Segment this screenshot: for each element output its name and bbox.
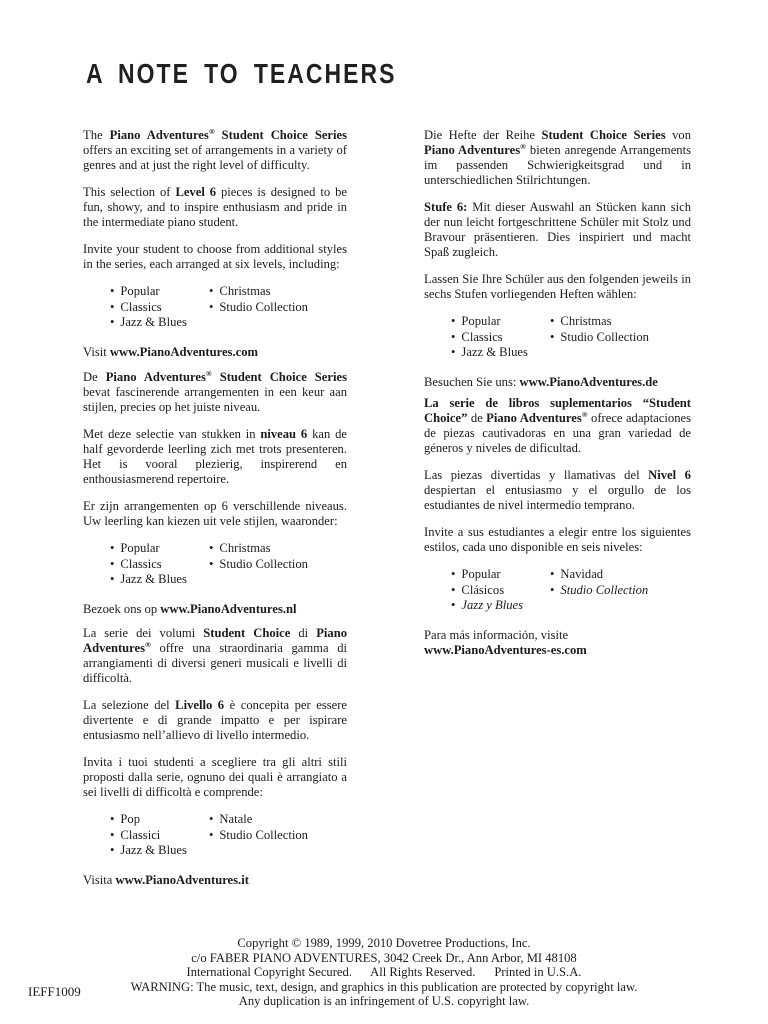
bullet-label: Popular	[120, 284, 160, 298]
bullet-column	[209, 812, 347, 859]
bullet-icon: •	[550, 329, 555, 344]
text-run: Student Choice	[203, 626, 291, 640]
bullet-label: Classics	[120, 299, 162, 314]
bullet-item	[451, 345, 550, 361]
bullet-icon: •	[550, 582, 555, 597]
bullet-icon: •	[110, 556, 115, 571]
bullet-item	[550, 330, 691, 346]
bullet-list	[110, 812, 347, 859]
bullet-item	[110, 541, 209, 557]
text-run: Visita	[83, 872, 116, 887]
text-run: von	[665, 128, 691, 142]
bullet-item	[110, 572, 209, 588]
text-run: Invite your student to choose from additional styles in the series, each arranged at six levels, including:	[83, 242, 347, 271]
paragraph	[83, 499, 347, 529]
bullet-label: Jazz & Blues	[120, 843, 187, 858]
text-run: offers an exciting set of arrangements in a variety of genres and at just the right level of difficulty.	[83, 143, 347, 172]
paragraph	[83, 626, 347, 686]
bullet-item	[110, 284, 209, 300]
text-run: Stufe 6:	[424, 200, 468, 214]
paragraph	[83, 427, 347, 487]
text-run: Piano Adventures	[109, 128, 209, 142]
text-run: www.PianoAdventures.com	[109, 344, 258, 359]
text-run: Para más información, visite	[424, 627, 569, 642]
text-run: ofrece adaptaciones de piezas cautivadoras en una gran variedad de géneros y niveles de dificultad.	[424, 411, 691, 455]
footer-line: c/o FABER PIANO ADVENTURES, 3042 Creek Dr., Ann Arbor, MI 48108	[191, 950, 577, 965]
text-run: www.PianoAdventures-es.com	[424, 642, 587, 657]
bullet-list	[110, 284, 347, 331]
bullet-label: Classici	[120, 827, 161, 842]
text-run: Level 6	[175, 185, 217, 199]
paragraph	[424, 272, 691, 302]
bullet-icon: •	[110, 541, 115, 555]
bullet-column	[550, 314, 691, 361]
bullet-icon: •	[110, 284, 115, 298]
bullet-label: Navidad	[560, 567, 604, 581]
bullet-label: Classics	[120, 556, 162, 571]
section-english	[83, 128, 347, 360]
text-run: Er zijn arrangementen op 6 verschillende niveaus. Uw leerling kan kiezen uit vele stijlen, waaronder:	[83, 499, 347, 528]
bullet-label: Studio Collection	[560, 582, 649, 597]
text-run: De	[83, 370, 106, 384]
text-run: kan de half gevorderde leerling zich met trots presenteren. Het is vooral plezierig, inspirerend en enthousiasmerend repertoire.	[83, 427, 347, 486]
paragraph	[83, 755, 347, 800]
bullet-label: Classics	[461, 329, 503, 344]
paragraph	[424, 128, 691, 188]
bullet-item	[110, 557, 209, 573]
text-run: Visit	[83, 344, 110, 359]
text-run: ®	[145, 639, 151, 649]
bullet-icon: •	[209, 812, 214, 826]
bullet-column	[451, 314, 550, 361]
text-run: Piano Adventures	[83, 626, 348, 655]
bullet-list	[110, 541, 347, 588]
text-run: Piano Adventures	[424, 143, 521, 157]
bullet-icon: •	[209, 299, 214, 314]
text-run: di	[290, 626, 317, 640]
text-run: ®	[581, 409, 588, 419]
text-run: Lassen Sie Ihre Schüler aus den folgenden jeweils in sechs Stufen vorliegenden Heften wählen:	[424, 272, 691, 301]
text-run: bevat fascinerende arrangementen in een keur aan stijlen, precies op het juiste niveau.	[83, 385, 347, 414]
text-run: despiertan el entusiasmo y el orgullo de los estudiantes de nivel intermedio temprano.	[424, 483, 691, 512]
text-run: Invite a sus estudiantes a elegir entre los siguientes estilos, cada uno disponible en seis niveles:	[424, 525, 691, 554]
section-italian	[83, 626, 347, 888]
text-run: niveau 6	[260, 427, 308, 441]
bullet-label: Jazz & Blues	[461, 345, 528, 360]
bullet-item	[550, 567, 691, 583]
section-spanish	[424, 396, 691, 658]
bullet-column	[209, 284, 347, 331]
website-line	[424, 628, 691, 658]
bullet-icon: •	[451, 598, 456, 613]
text-run: de	[467, 411, 487, 425]
paragraph	[83, 128, 347, 173]
bullet-icon: •	[451, 345, 456, 360]
bullet-label: Pop	[120, 812, 141, 826]
bullet-item	[110, 300, 209, 316]
bullet-icon: •	[110, 299, 115, 314]
text-run: Nivel 6	[648, 468, 691, 482]
text-run: The	[83, 128, 110, 142]
bullet-column	[550, 567, 691, 614]
paragraph	[424, 468, 691, 513]
text-run: bieten anregende Arrangements im passenden Schwierigkeitsgrad und in unterschiedlichen Stilrichtungen.	[424, 143, 691, 187]
bullet-column	[451, 567, 550, 614]
text-run: La serie de libros suplementarios “Student Choice”	[424, 396, 691, 425]
bullet-list	[451, 567, 691, 614]
bullet-item	[209, 541, 347, 557]
text-run: Student Choice Series	[214, 128, 347, 142]
bullet-label: Jazz & Blues	[120, 315, 187, 330]
bullet-icon: •	[451, 582, 456, 597]
bullet-icon: •	[209, 827, 214, 842]
bullet-icon: •	[550, 567, 555, 581]
section-dutch	[83, 370, 347, 617]
bullet-item	[451, 567, 550, 583]
section-german	[424, 128, 691, 390]
bullet-column	[110, 541, 209, 588]
website-line	[83, 345, 347, 360]
bullet-icon: •	[110, 827, 115, 842]
bullet-label: Jazz y Blues	[461, 598, 523, 613]
text-run: pieces is designed to be fun, showy, and to inspire enthusiasm and pride in the intermediate piano student.	[83, 185, 348, 229]
page-title: A NOTE TO TEACHERS	[86, 58, 397, 89]
footer-block	[0, 936, 768, 1009]
bullet-item	[209, 284, 347, 300]
footer-line: Any duplication is an infringement of U.S. copyright law.	[238, 994, 530, 1009]
paragraph	[83, 242, 347, 272]
bullet-icon: •	[209, 541, 214, 555]
paragraph	[424, 525, 691, 555]
bullet-item	[110, 812, 209, 828]
bullet-item	[550, 314, 691, 330]
website-line	[424, 375, 691, 390]
text-run: Las piezas divertidas y llamativas del	[424, 468, 649, 482]
bullet-icon: •	[110, 812, 115, 826]
text-run: Piano Adventures	[486, 411, 582, 425]
text-run: www.PianoAdventures.it	[115, 872, 249, 887]
bullet-label: Christmas	[219, 284, 271, 298]
paragraph	[83, 185, 347, 230]
footer-line: WARNING: The music, text, design, and graphics in this publication are protected by copyright law.	[130, 979, 638, 994]
text-run: offre una straordinaria gamma di arrangiamenti di diversi generi musicali e livelli di difficoltà.	[83, 641, 347, 685]
text-run: Invita i tuoi studenti a scegliere tra gli altri stili proposti dalla serie, ognuno dei quali è arrangiato a sei livelli di difficoltà e comprende:	[83, 755, 347, 799]
bullet-icon: •	[110, 843, 115, 858]
bullet-item	[451, 314, 550, 330]
bullet-label: Popular	[461, 314, 501, 328]
bullet-item	[451, 598, 550, 614]
bullet-column	[110, 812, 209, 859]
bullet-item	[209, 557, 347, 573]
catalog-number: IEFF1009	[28, 984, 81, 999]
text-run: www.PianoAdventures.nl	[160, 601, 297, 616]
footer-line: Copyright © 1989, 1999, 2010 Dovetree Productions, Inc.	[237, 936, 531, 950]
bullet-column	[110, 284, 209, 331]
bullet-column	[209, 541, 347, 588]
text-run: La serie dei volumi	[83, 626, 204, 640]
bullet-item	[110, 828, 209, 844]
website-line	[83, 602, 347, 617]
footer-line: International Copyright Secured. All Rights Reserved. Printed in U.S.A.	[186, 965, 582, 980]
bullet-label: Studio Collection	[560, 329, 649, 344]
text-run: Besuchen Sie uns:	[424, 374, 520, 389]
bullet-icon: •	[209, 284, 214, 298]
bullet-label: Clásicos	[461, 582, 505, 597]
bullet-label: Studio Collection	[219, 556, 308, 571]
paragraph	[424, 396, 691, 456]
bullet-label: Christmas	[219, 541, 271, 555]
text-run: www.PianoAdventures.de	[519, 374, 658, 389]
bullet-item	[550, 583, 691, 599]
paragraph	[424, 200, 691, 260]
bullet-item	[451, 583, 550, 599]
bullet-item	[209, 828, 347, 844]
text-run: Livello 6	[175, 698, 225, 712]
bullet-label: Christmas	[560, 314, 612, 328]
paragraph	[83, 370, 347, 415]
text-run: Student Choice Series	[211, 370, 347, 384]
text-run: è concepita per essere divertente e di grande impatto e per ispirare entusiasmo nell’allievo di livello intermedio.	[83, 698, 347, 742]
text-run: ®	[520, 141, 526, 151]
text-run: Student Choice Series	[541, 128, 666, 142]
text-run: ®	[205, 368, 212, 378]
text-run: ®	[208, 126, 215, 136]
bullet-icon: •	[451, 329, 456, 344]
text-run: This selection of	[83, 185, 176, 199]
bullet-item	[209, 812, 347, 828]
bullet-list	[451, 314, 691, 361]
bullet-item	[209, 300, 347, 316]
bullet-item	[110, 315, 209, 331]
bullet-icon: •	[451, 567, 456, 581]
bullet-icon: •	[451, 314, 456, 328]
bullet-label: Studio Collection	[219, 827, 308, 842]
bullet-item	[451, 330, 550, 346]
text-run: La selezione del	[83, 698, 176, 712]
text-run: Mit dieser Auswahl an Stücken kann sich der nun leicht fortgeschrittene Schüler mit Stolz und Bravour präsentieren. Dies inspiriert und macht Spaß zugleich.	[424, 200, 692, 259]
bullet-label: Popular	[120, 541, 160, 555]
text-run: Die Hefte der Reihe	[424, 128, 542, 142]
bullet-icon: •	[209, 556, 214, 571]
bullet-label: Jazz & Blues	[120, 572, 187, 587]
bullet-label: Natale	[219, 812, 253, 826]
bullet-icon: •	[550, 314, 555, 328]
bullet-icon: •	[110, 315, 115, 330]
text-run: Piano Adventures	[105, 370, 206, 384]
bullet-label: Popular	[461, 567, 501, 581]
bullet-label: Studio Collection	[219, 299, 308, 314]
paragraph	[83, 698, 347, 743]
website-line	[83, 873, 347, 888]
text-run: Bezoek ons op	[83, 601, 161, 616]
bullet-icon: •	[110, 572, 115, 587]
bullet-item	[110, 843, 209, 859]
text-run: Met deze selectie van stukken in	[83, 427, 261, 441]
